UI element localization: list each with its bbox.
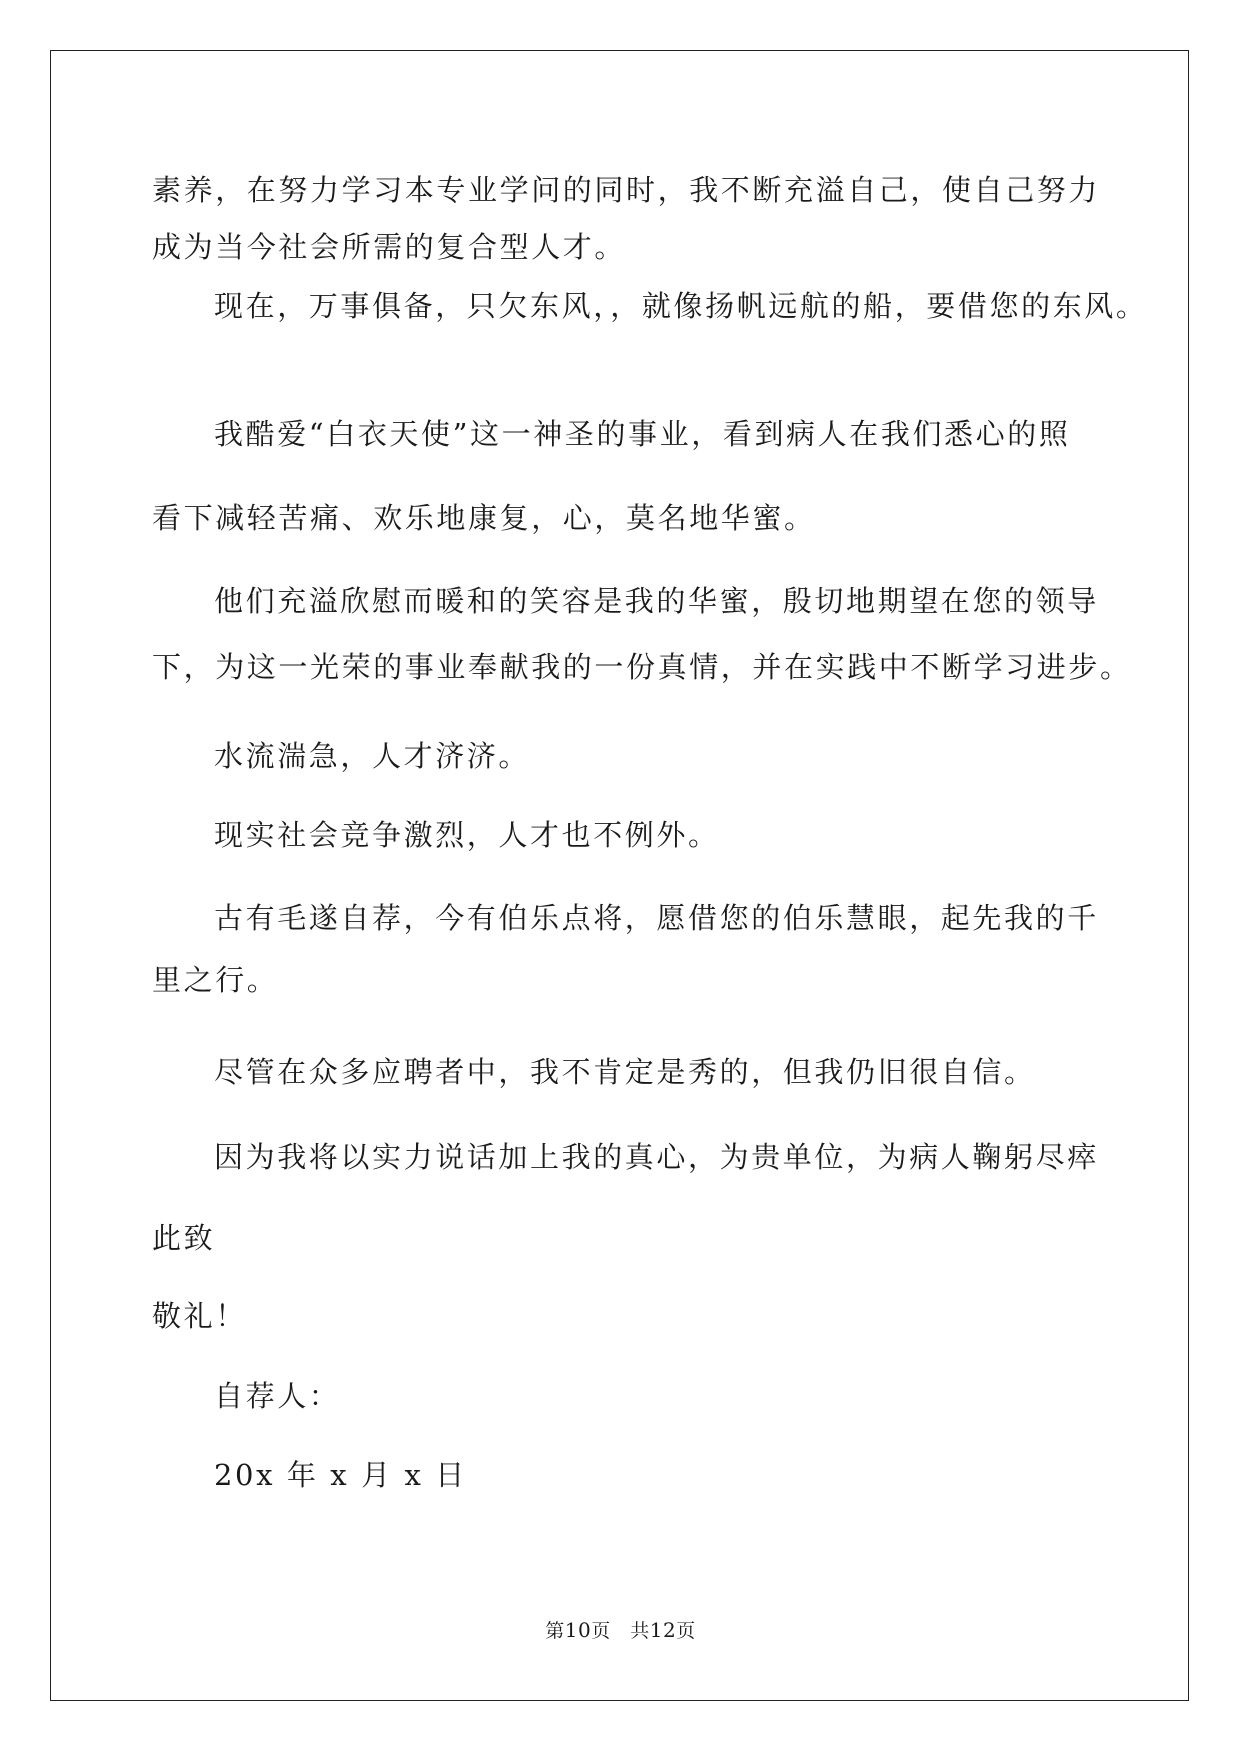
date-line: 20x 年 x 月 x 日 — [214, 1458, 467, 1492]
current-page: 10 — [564, 1618, 592, 1642]
page-mid: 页 共 — [591, 1620, 650, 1642]
text-line: 下，为这一光荣的事业奉献我的一份真情，并在实践中不断学习进步。 — [152, 650, 1132, 684]
text-line: 素养，在努力学习本专业学问的同时，我不断充溢自己，使自己努力 — [152, 173, 1101, 207]
text-line: 尽管在众多应聘者中，我不肯定是秀的，但我仍旧很自信。 — [214, 1055, 1036, 1089]
text-line: 现实社会竞争激烈，人才也不例外。 — [214, 818, 720, 852]
text-line: 现在，万事俱备，只欠东风，，就像扬帆远航的船，要借您的东风。 — [214, 289, 1148, 323]
page-prefix: 第 — [545, 1620, 565, 1642]
text-line: 我酷爱“白衣天使”这一神圣的事业，看到病人在我们悉心的照 — [214, 417, 1071, 451]
signature-label: 自荐人： — [214, 1379, 341, 1413]
total-pages: 12 — [649, 1618, 677, 1642]
text-line: 古有毛遂自荐，今有伯乐点将，愿借您的伯乐慧眼，起先我的千 — [214, 901, 1099, 935]
text-line: 他们充溢欣慰而暖和的笑容是我的华蜜，殷切地期望在您的领导 — [214, 584, 1099, 618]
text-line: 因为我将以实力说话加上我的真心，为贵单位，为病人鞠躬尽瘁 — [214, 1140, 1099, 1174]
closing-salutation: 此致 — [152, 1221, 216, 1255]
text-line: 看下减轻苦痛、欢乐地康复，心，莫名地华蜜。 — [152, 501, 816, 535]
page-suffix: 页 — [676, 1620, 696, 1642]
closing-regards: 敬礼！ — [152, 1299, 247, 1333]
page-number — [0, 1618, 1241, 1643]
text-line: 里之行。 — [152, 963, 279, 997]
text-line: 水流湍急，人才济济。 — [214, 739, 531, 773]
text-line: 成为当今社会所需的复合型人才。 — [152, 230, 627, 264]
